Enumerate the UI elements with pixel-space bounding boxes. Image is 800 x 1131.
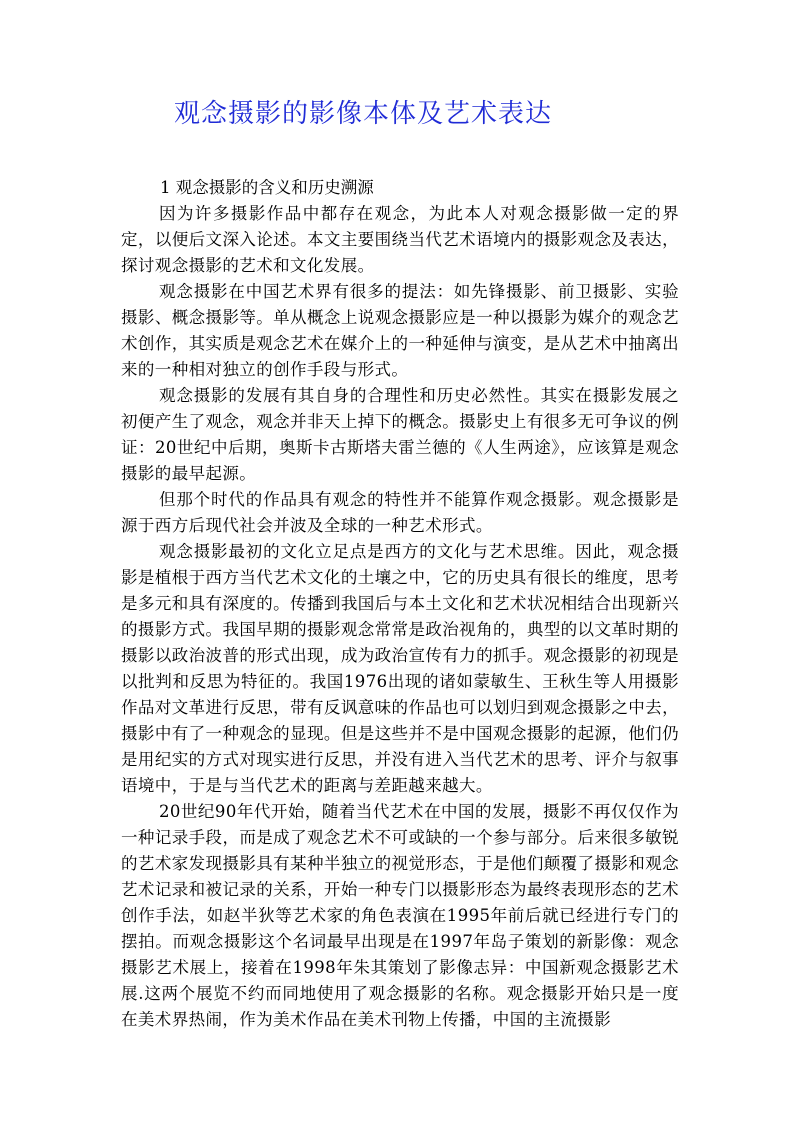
section-heading: 1 观念摄影的含义和历史溯源 bbox=[160, 178, 374, 197]
page-title: 观念摄影的影像本体及艺术表达 bbox=[173, 99, 552, 129]
paragraph-1: 因为许多摄影作品中都存在观念，为此本人对观念摄影做一定的界定，以便后文深入论述。本文主要围绕当代艺术语境内的摄影观念及表达，探讨观念摄影的艺术和文化发展。 bbox=[121, 204, 679, 275]
paragraph-4: 但那个时代的作品具有观念的特性并不能算作观念摄影。观念摄影是源于西方后现代社会并波及全球的一种艺术形式。 bbox=[121, 490, 679, 535]
paragraph-3: 观念摄影的发展有其自身的合理性和历史必然性。其实在摄影发展之初便产生了观念，观念并非天上掉下的概念。摄影史上有很多无可争议的例证：20世纪中后期，奥斯卡古斯塔夫雷兰德的《人生两途》，应该算是观念摄影的最早起源。 bbox=[121, 386, 679, 483]
document-body bbox=[121, 175, 679, 1033]
paragraph-2: 观念摄影在中国艺术界有很多的提法：如先锋摄影、前卫摄影、实验摄影、概念摄影等。单从概念上说观念摄影应是一种以摄影为媒介的观念艺术创作，其实质是观念艺术在媒介上的一种延伸与演变，是从艺术中抽离出来的一种相对独立的创作手段与形式。 bbox=[121, 282, 679, 379]
paragraph-6: 20世纪90年代开始，随着当代艺术在中国的发展，摄影不再仅仅作为一种记录手段，而是成了观念艺术不可或缺的一个参与部分。后来很多敏锐的艺术家发现摄影具有某种半独立的视觉形态，于是他们颠覆了摄影和观念艺术记录和被记录的关系，开始一种专门以摄影形态为最终表现形态的艺术创作手法，如赵半狄等艺术家的角色表演在1995年前后就已经进行专门的摆拍。而观念摄影这个名词最早出现是在1997年岛子策划的新影像：观念摄影艺术展上，接着在1998年朱其策划了影像志异：中国新观念摄影艺术展.这两个展览不约而同地使用了观念摄影的名称。观念摄影开始只是一度在美术界热闹，作为美术作品在美术刊物上传播，中国的主流摄影 bbox=[121, 802, 679, 1029]
paragraph-5: 观念摄影最初的文化立足点是西方的文化与艺术思维。因此，观念摄影是植根于西方当代艺术文化的土壤之中，它的历史具有很长的维度，思考是多元和具有深度的。传播到我国后与本土文化和艺术状况相结合出现新兴的摄影方式。我国早期的摄影观念常常是政治视角的，典型的以文革时期的摄影以政治波普的形式出现，成为政治宣传有力的抓手。观念摄影的初现是以批判和反思为特征的。我国1976出现的诸如蒙敏生、王秋生等人用摄影作品对文革进行反思，带有反讽意味的作品也可以划归到观念摄影之中去，摄影中有了一种观念的显现。但是这些并不是中国观念摄影的起源，他们仍是用纪实的方式对现实进行反思，并没有进入当代艺术的思考、评介与叙事语境中，于是与当代艺术的距离与差距越来越大。 bbox=[121, 542, 679, 795]
